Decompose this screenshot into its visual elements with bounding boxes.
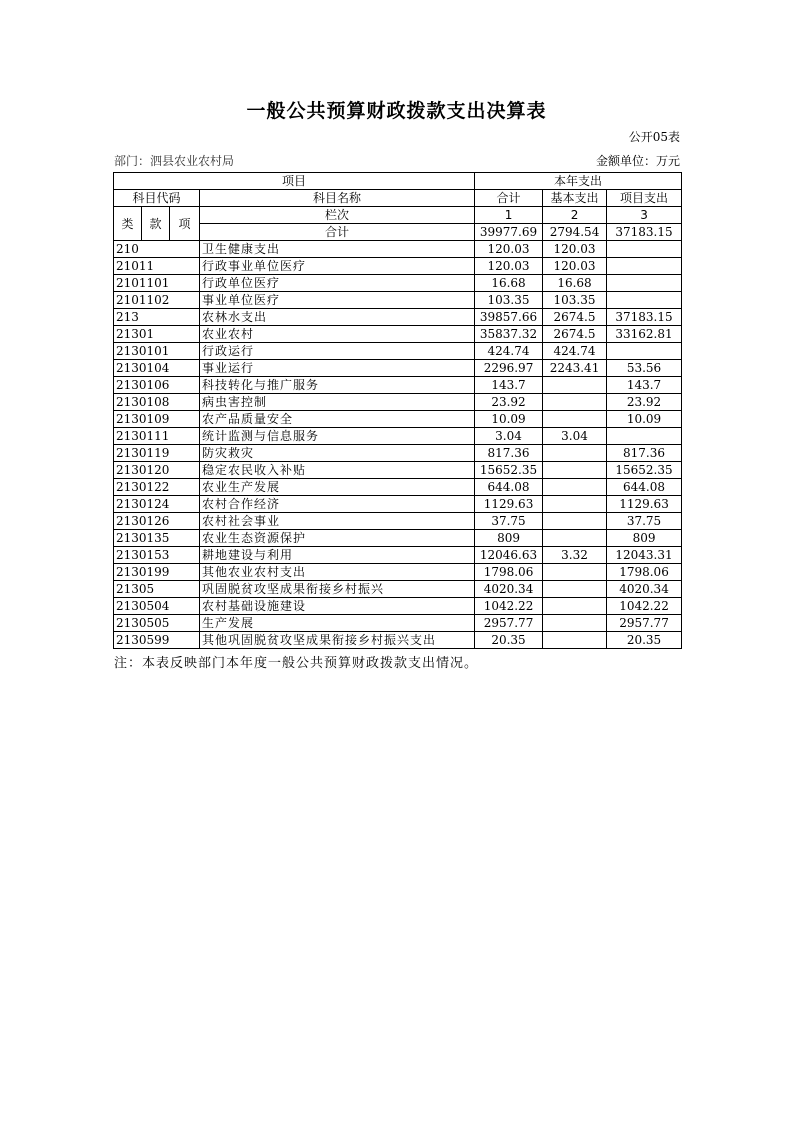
grand-total-project: 37183.15 [607,224,682,241]
project-cell [607,241,682,258]
total-cell: 39857.66 [475,309,543,326]
subject-code-cell: 2130119 [114,445,200,462]
table-row [114,462,682,479]
subject-name-cell: 卫生健康支出 [200,241,475,258]
subject-name-cell: 农业生态资源保护 [200,530,475,547]
subject-name-cell: 农产品质量安全 [200,411,475,428]
subject-name-cell: 耕地建设与利用 [200,547,475,564]
subject-name-cell: 农林水支出 [200,309,475,326]
subject-name-cell: 稳定农民收入补贴 [200,462,475,479]
subject-code-cell: 2101102 [114,292,200,309]
project-cell: 12043.31 [607,547,682,564]
table-row [114,275,682,292]
subject-name-cell: 其他农业农村支出 [200,564,475,581]
project-cell [607,292,682,309]
subject-name-cell: 行政单位医疗 [200,275,475,292]
table-row [114,343,682,360]
subject-name-cell: 行政运行 [200,343,475,360]
table-row [114,530,682,547]
table-row [114,547,682,564]
project-cell: 23.92 [607,394,682,411]
total-cell: 1798.06 [475,564,543,581]
total-cell: 37.75 [475,513,543,530]
header-lei: 类 [114,207,142,241]
total-cell: 120.03 [475,241,543,258]
subject-code-cell: 2130135 [114,530,200,547]
table-row [114,258,682,275]
table-row [114,615,682,632]
header-col1: 1 [475,207,543,224]
subject-code-cell: 213 [114,309,200,326]
subject-name-cell: 农业农村 [200,326,475,343]
basic-cell: 16.68 [543,275,607,292]
project-cell [607,258,682,275]
subject-name-cell: 防灾救灾 [200,445,475,462]
table-row [114,309,682,326]
table-row [114,445,682,462]
basic-cell [543,581,607,598]
basic-cell: 2674.5 [543,309,607,326]
total-cell: 424.74 [475,343,543,360]
total-cell: 23.92 [475,394,543,411]
header-basic: 基本支出 [543,190,607,207]
basic-cell [543,615,607,632]
total-cell: 1042.22 [475,598,543,615]
basic-cell: 3.32 [543,547,607,564]
subject-name-cell: 事业单位医疗 [200,292,475,309]
subject-name-cell: 统计监测与信息服务 [200,428,475,445]
basic-cell [543,530,607,547]
table-row [114,632,682,649]
basic-cell [543,462,607,479]
subject-code-cell: 2130108 [114,394,200,411]
subject-code-cell: 2130120 [114,462,200,479]
project-cell: 817.36 [607,445,682,462]
project-cell: 809 [607,530,682,547]
subject-code-cell: 2130504 [114,598,200,615]
table-row [114,394,682,411]
subject-name-cell: 巩固脱贫攻坚成果衔接乡村振兴 [200,581,475,598]
subject-name-cell: 农业生产发展 [200,479,475,496]
table-row [114,360,682,377]
project-cell: 1042.22 [607,598,682,615]
table-row [114,377,682,394]
subject-code-cell: 21305 [114,581,200,598]
basic-cell [543,513,607,530]
unit-label: 金额单位：万元 [595,154,680,168]
subject-code-cell: 2130505 [114,615,200,632]
project-cell [607,275,682,292]
total-cell: 35837.32 [475,326,543,343]
project-cell [607,343,682,360]
subject-name-cell: 病虫害控制 [200,394,475,411]
basic-cell [543,411,607,428]
project-cell: 1129.63 [607,496,682,513]
total-cell: 16.68 [475,275,543,292]
total-cell: 2957.77 [475,615,543,632]
expenditure-table [113,172,682,649]
project-cell: 15652.35 [607,462,682,479]
project-cell: 20.35 [607,632,682,649]
total-cell: 15652.35 [475,462,543,479]
table-row [114,292,682,309]
total-cell: 3.04 [475,428,543,445]
total-cell: 1129.63 [475,496,543,513]
table-row [114,241,682,258]
project-cell: 2957.77 [607,615,682,632]
subject-code-cell: 2130124 [114,496,200,513]
header-col2: 2 [543,207,607,224]
total-cell: 644.08 [475,479,543,496]
subject-code-cell: 2130126 [114,513,200,530]
total-cell: 817.36 [475,445,543,462]
table-row [114,564,682,581]
basic-cell [543,632,607,649]
header-subject-name: 科目名称 [200,190,475,207]
subject-name-cell: 农村合作经济 [200,496,475,513]
subject-name-cell: 其他巩固脱贫攻坚成果衔接乡村振兴支出 [200,632,475,649]
subject-code-cell: 21301 [114,326,200,343]
basic-cell: 2674.5 [543,326,607,343]
header-project-exp: 项目支出 [607,190,682,207]
project-cell: 33162.81 [607,326,682,343]
header-column-no: 栏次 [200,207,475,224]
header-kuan: 款 [142,207,170,241]
basic-cell: 120.03 [543,258,607,275]
subject-name-cell: 事业运行 [200,360,475,377]
subject-name-cell: 生产发展 [200,615,475,632]
project-cell [607,428,682,445]
basic-cell [543,479,607,496]
basic-cell: 424.74 [543,343,607,360]
header-total: 合计 [475,190,543,207]
basic-cell [543,496,607,513]
total-cell: 10.09 [475,411,543,428]
table-row [114,326,682,343]
subject-name-cell: 科技转化与推广服务 [200,377,475,394]
total-cell: 143.7 [475,377,543,394]
basic-cell: 120.03 [543,241,607,258]
subject-code-cell: 2130122 [114,479,200,496]
grand-total-value: 39977.69 [475,224,543,241]
subject-name-cell: 农村社会事业 [200,513,475,530]
total-cell: 4020.34 [475,581,543,598]
page-title: 一般公共预算财政拨款支出决算表 [246,100,547,122]
table-row [114,598,682,615]
total-cell: 2296.97 [475,360,543,377]
subject-name-cell: 农村基础设施建设 [200,598,475,615]
total-cell: 103.35 [475,292,543,309]
table-row [114,479,682,496]
total-cell: 120.03 [475,258,543,275]
subject-code-cell: 210 [114,241,200,258]
subject-code-cell: 21011 [114,258,200,275]
subject-code-cell: 2130101 [114,343,200,360]
basic-cell: 3.04 [543,428,607,445]
project-cell: 37183.15 [607,309,682,326]
footnote: 注：本表反映部门本年度一般公共预算财政拨款支出情况。 [114,656,479,671]
header-col3: 3 [607,207,682,224]
table-row [114,581,682,598]
project-cell: 53.56 [607,360,682,377]
project-cell: 644.08 [607,479,682,496]
subject-code-cell: 2130109 [114,411,200,428]
subject-code-cell: 2130104 [114,360,200,377]
basic-cell: 2243.41 [543,360,607,377]
basic-cell [543,445,607,462]
header-subject-code: 科目代码 [114,190,200,207]
grand-total-basic: 2794.54 [543,224,607,241]
subject-name-cell: 行政事业单位医疗 [200,258,475,275]
table-row [114,428,682,445]
table-row [114,513,682,530]
project-cell: 37.75 [607,513,682,530]
total-cell: 809 [475,530,543,547]
total-cell: 12046.63 [475,547,543,564]
basic-cell: 103.35 [543,292,607,309]
subject-code-cell: 2130106 [114,377,200,394]
table-row [114,496,682,513]
grand-total-label: 合计 [200,224,475,241]
header-xiang: 项 [170,207,200,241]
project-cell: 10.09 [607,411,682,428]
table-row [114,411,682,428]
basic-cell [543,394,607,411]
basic-cell [543,598,607,615]
basic-cell [543,377,607,394]
department-label: 部门：泗县农业农村局 [114,154,235,168]
subject-code-cell: 2130153 [114,547,200,564]
subject-code-cell: 2130199 [114,564,200,581]
header-current-year: 本年支出 [475,173,682,190]
basic-cell [543,564,607,581]
header-project: 项目 [114,173,475,190]
subject-code-cell: 2130111 [114,428,200,445]
project-cell: 4020.34 [607,581,682,598]
subject-code-cell: 2130599 [114,632,200,649]
form-number: 公开05表 [628,130,680,144]
subject-code-cell: 2101101 [114,275,200,292]
project-cell: 143.7 [607,377,682,394]
total-cell: 20.35 [475,632,543,649]
project-cell: 1798.06 [607,564,682,581]
